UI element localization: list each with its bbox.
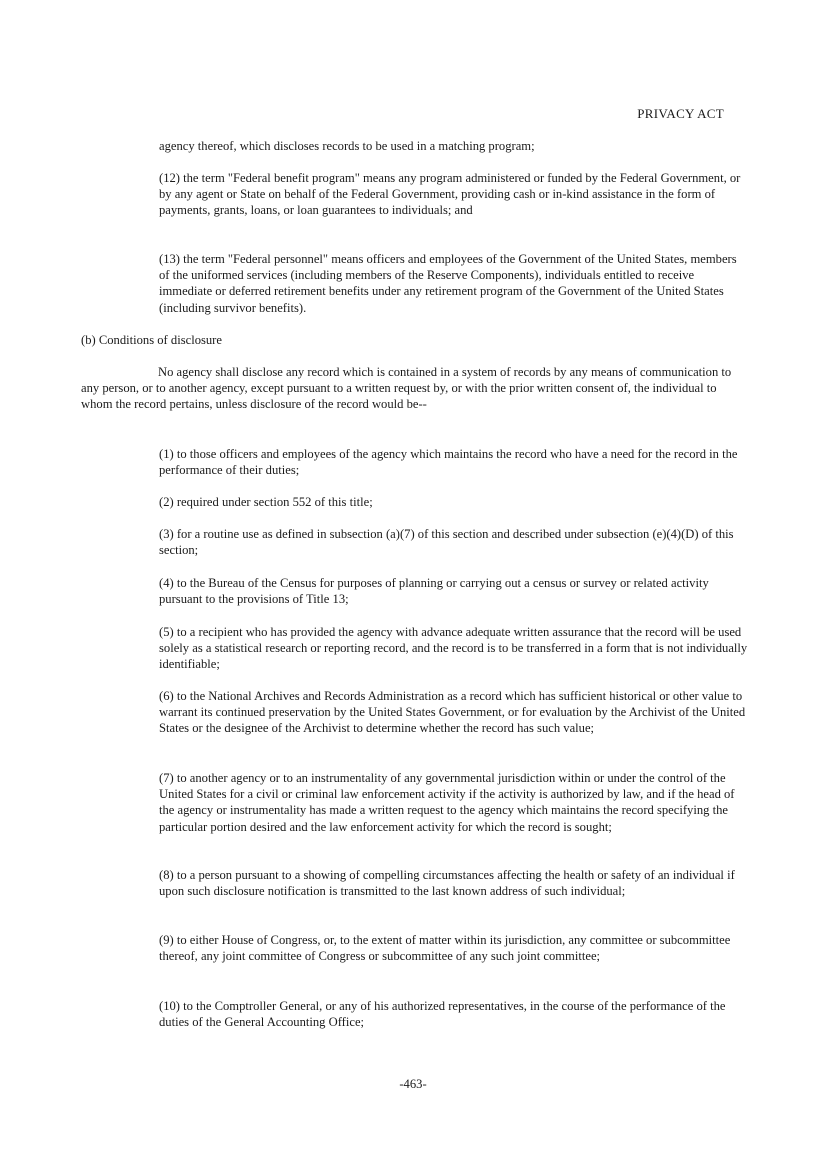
running-header: PRIVACY ACT bbox=[637, 106, 724, 121]
definition-13: (13) the term "Federal personnel" means officers and employees of the Government of the United States, members of the uniformed services (including members of the Reserve Components), individuals entitled to receive immediate or deferred retirement benefits under any retirement program of the Government of the United States (including survivor benefits). bbox=[159, 252, 737, 315]
disclosure-item-7: (7) to another agency or to an instrumentality of any governmental jurisdiction within or under the control of the United States for a civil or criminal law enforcement activity if the activity is authorized by law, and if the head of the agency or instrumentality has made a written request to the agency which maintains the record specifying the particular portion desired and the law enforcement activity for which the record is sought; bbox=[159, 771, 735, 834]
disclosure-item-9: (9) to either House of Congress, or, to the extent of matter within its jurisdiction, any committee or subcommittee thereof, any joint committee of Congress or subcommittee of any such joint committee; bbox=[159, 933, 731, 964]
disclosure-item-2: (2) required under section 552 of this title; bbox=[159, 495, 373, 509]
carryover-text: agency thereof, which discloses records to be used in a matching program; bbox=[159, 139, 535, 153]
disclosure-item-3: (3) for a routine use as defined in subsection (a)(7) of this section and described under subsection (e)(4)(D) of this section; bbox=[159, 527, 734, 558]
page-number: -463- bbox=[399, 1077, 427, 1091]
section-b-intro: No agency shall disclose any record which is contained in a system of records by any means of communication to any person, or to another agency, except pursuant to a written request by, or with the prior written consent of, the individual to whom the record pertains, unless disclosure of the record would be-- bbox=[81, 365, 732, 412]
section-b-heading: (b) Conditions of disclosure bbox=[81, 333, 222, 347]
definition-12: (12) the term "Federal benefit program" means any program administered or funded by the Federal Government, or by any agent or State on behalf of the Federal Government, providing cash or in-kind assistance in the form of payments, grants, loans, or loan guarantees to individuals; and bbox=[159, 171, 741, 218]
disclosure-item-1: (1) to those officers and employees of the agency which maintains the record who have a need for the record in the performance of their duties; bbox=[159, 447, 738, 478]
disclosure-item-4: (4) to the Bureau of the Census for purposes of planning or carrying out a census or survey or related activity pursuant to the provisions of Title 13; bbox=[159, 576, 709, 607]
disclosure-item-6: (6) to the National Archives and Records Administration as a record which has sufficient historical or other value to warrant its continued preservation by the United States Government, or for evaluation by the Archivist of the United States or the designee of the Archivist to determine whether the record has such value; bbox=[159, 689, 746, 736]
disclosure-item-5: (5) to a recipient who has provided the agency with advance adequate written assurance that the record will be used solely as a statistical research or reporting record, and the record is to be transferred in a form that is not individually identifiable; bbox=[159, 625, 748, 672]
disclosure-item-8: (8) to a person pursuant to a showing of compelling circumstances affecting the health or safety of an individual if upon such disclosure notification is transmitted to the last known address of such individual; bbox=[159, 868, 735, 899]
disclosure-item-10: (10) to the Comptroller General, or any of his authorized representatives, in the course of the performance of the duties of the General Accounting Office; bbox=[159, 999, 726, 1030]
